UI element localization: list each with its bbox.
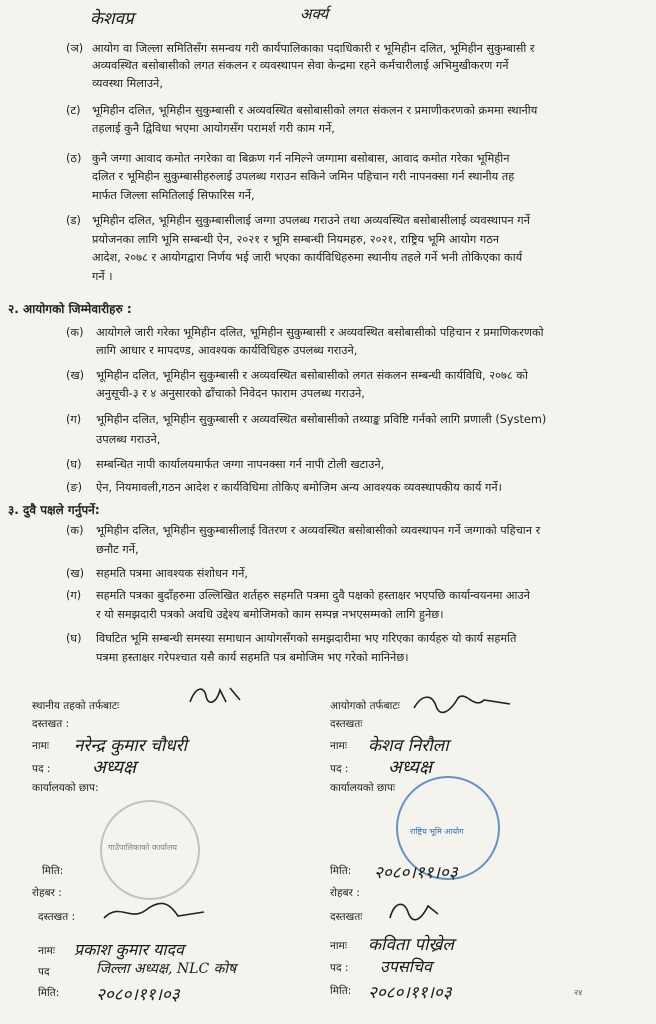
list-item-line: सहमति पत्रमा आवश्यक संशोधन गर्ने,: [96, 567, 248, 580]
left-witness-name-handwritten: प्रकाश कुमार यादव: [74, 940, 184, 959]
list-marker: (ग): [66, 589, 82, 602]
left-post-handwritten: अध्यक्ष: [92, 757, 136, 778]
right-witness-date-handwritten: २०८०।११।०३: [368, 983, 452, 1003]
right-post-handwritten: अध्यक्ष: [388, 757, 432, 778]
list-marker: (ख): [66, 567, 85, 580]
right-seal-text: राष्ट्रिय भूमि आयोग: [410, 827, 464, 836]
right-name-handwritten: केशव निरौला: [368, 736, 449, 756]
list-marker: (ठ): [66, 152, 82, 165]
left-signature-label: दस्तखत :: [32, 718, 70, 730]
list-marker: (ञ): [66, 42, 84, 55]
right-date-handwritten: २०८०।११।०३: [374, 863, 458, 883]
left-witness-date-label: मिति:: [38, 987, 60, 999]
right-witness-label: रोहबर :: [330, 887, 360, 899]
left-witness-label: रोहबर :: [32, 887, 62, 899]
list-item-line: अव्यवस्थित बसोबासीको लगत संकलन र व्यवस्थापन सेवा केन्द्रमा रहने कर्मचारीलाई अभिमुखीकरण गर्ने: [92, 59, 509, 72]
left-seal-text: गाउँपालिकाको कार्यालय: [108, 843, 178, 852]
right-party-title: आयोगको तर्फबाटः: [330, 700, 400, 712]
section-heading: २. आयोगको जिम्मेवारीहरु :: [8, 302, 132, 316]
right-signature-label: दस्तखतः: [330, 718, 363, 730]
list-item-line: र यो समझदारी पत्रको अवधि उद्देश्य बमोजिमको काम सम्पन्न नभएसम्मको लागि हुनेछ।: [96, 608, 444, 621]
list-marker: (ङ): [66, 481, 83, 494]
left-name-handwritten: नरेन्द्र कुमार चौधरी: [74, 736, 188, 756]
right-seal-label: कार्यालयको छापः: [330, 782, 396, 794]
list-marker: (ड): [66, 214, 81, 227]
left-witness-date-handwritten: २०८०।११।०३: [96, 985, 180, 1005]
left-party-title: स्थानीय तहको तर्फबाटः: [32, 700, 120, 712]
list-marker: (ट): [66, 104, 81, 117]
list-marker: (क): [66, 326, 84, 339]
list-item-line: भूमिहीन दलित, भूमिहीन सुकुम्बासीलाई वितरण र अव्यवस्थित बसोबासीको व्यवस्थापन गर्ने जग्गाको पहिचान र: [96, 524, 541, 537]
left-name-label: नामः: [32, 740, 49, 752]
list-item-line: आयोग वा जिल्ला समितिसँग समन्वय गरी कार्यपालिकाका पदाधिकारी र भूमिहीन दलित, भूमिहीन सुकुम्बासी र: [92, 42, 535, 55]
right-witness-name-handwritten: कविता पोख्रेल: [368, 935, 454, 955]
header-scribble-right: अर्क्य: [300, 5, 329, 23]
list-marker: (घ): [66, 458, 82, 471]
left-witness-signature: [100, 900, 210, 926]
right-post-label: पद :: [330, 763, 349, 775]
right-signature: [410, 688, 520, 716]
left-date-label: मिति:: [42, 865, 64, 877]
list-item-line: ऐन, नियमावली,गठन आदेश र कार्यविधिमा तोकिए बमोजिम अन्य आवश्यक व्यवस्थापकीय कार्य गर्ने।: [96, 481, 502, 494]
list-item-line: भूमिहीन दलित, भूमिहीन सुकुम्बासीलाई जग्गा उपलब्ध गराउने तथा अव्यवस्थित बसोबासीलाई व्यवस्थापन गर्ने: [92, 214, 530, 227]
left-seal-label: कार्यालयको छाप:: [32, 782, 99, 794]
page-number: २४: [574, 988, 583, 997]
list-item-line: प्रयोजनका लागि भूमि सम्बन्धी ऐन, २०२१ र भूमि सम्बन्धी नियमहरु, २०२१, राष्ट्रिय भूमि आयोग गठन: [92, 233, 500, 246]
list-item-line: भूमिहीन दलित, भूमिहीन सुकुम्बासी र अव्यवस्थित बसोबासीको लगत संकलन र प्रमाणीकरणको क्रममा स्थानीय: [92, 104, 538, 117]
left-witness-name-label: नामः: [38, 945, 55, 957]
right-date-label: मिति:: [330, 865, 352, 877]
list-item-line: सहमति पत्रका बुदाँहरुमा उल्लिखित शर्तहरु सहमति पत्रमा दुवै पक्षको हस्ताक्षर भएपछि कार्यान्वयनमा आउने: [96, 589, 530, 602]
list-item-line: भूमिहीन दलित, भूमिहीन सुकुम्बासी र अव्यवस्थित बसोबासीको तथ्याङ्क प्रविष्टि गर्नको लागि प्रणाली (System): [96, 413, 547, 426]
list-item-line: व्यवस्था मिलाउने,: [92, 77, 163, 90]
list-item-line: गर्ने ।: [92, 270, 113, 283]
left-post-label: पद :: [32, 763, 51, 775]
list-item-line: लागि आधार र मापदण्ड, आवश्यक कार्यविधिहरु उपलब्ध गराउने,: [96, 344, 358, 357]
list-item-line: अनुसूची-३ र ४ अनुसारको ढाँचाको निवेदन फाराम उपलब्ध गराउने,: [96, 387, 365, 400]
list-item-line: दलित र भूमिहीन सुकुम्बासीहरुलाई उपलब्ध गराउन सकिने जमिन पहिचान गरी नापनक्सा गर्न स्थानीय तह: [92, 170, 515, 183]
left-initial-scribble: [186, 682, 246, 708]
list-item-line: छनौट गर्ने,: [96, 543, 139, 556]
right-witness-date-label: मिति:: [330, 985, 352, 997]
list-item-line: आदेश, २०७८ र आयोगद्वारा निर्णय भई जारी भएका कार्यविधिहरुमा स्थानीय तहले गर्ने भनी तोकिएका कार्य: [92, 251, 523, 264]
header-scribble-left: केशवप्र: [90, 9, 134, 29]
right-witness-post-label: पद :: [330, 962, 349, 974]
right-witness-post-handwritten: उपसचिव: [380, 957, 432, 976]
right-witness-sign-label: दस्तखतः: [330, 911, 363, 923]
left-witness-post-label: पद: [38, 966, 50, 978]
list-marker: (ग): [66, 413, 82, 426]
left-witness-sign-label: दस्तखत :: [38, 911, 76, 923]
list-item-line: मार्फत जिल्ला समितिलाई सिफारिस गर्ने,: [92, 189, 255, 202]
right-witness-name-label: नामः: [330, 940, 347, 952]
list-marker: (क): [66, 524, 84, 537]
right-witness-signature: [384, 896, 444, 926]
list-marker: (घ): [66, 632, 82, 645]
list-item-line: भूमिहीन दलित, भूमिहीन सुकुम्बासी र अव्यवस्थित बसोबासीको लगत संकलन सम्बन्धी कार्यविधि, २०७८ को: [96, 369, 528, 382]
list-item-line: पत्रमा हस्ताक्षर गरेपश्चात यसै कार्य सहमति पत्र बमोजिम भए गरेको मानिनेछ।: [96, 651, 409, 664]
list-item-line: आयोगले जारी गरेका भूमिहीन दलित, भूमिहीन सुकुम्बासी र अव्यवस्थित बसोबासीको पहिचान र प्रमाणिकरणको: [96, 326, 544, 339]
list-item-line: विघटित भूमि सम्बन्धी समस्या समाधान आयोगसँगको समझदारीमा भए गरिएका कार्यहरु यो कार्य सहमति: [96, 632, 517, 645]
section-heading: ३. दुवै पक्षले गर्नुपर्ने:: [8, 503, 100, 517]
list-marker: (ख): [66, 369, 85, 382]
left-witness-post-handwritten: जिल्ला अध्यक्ष, NLC कोष: [96, 961, 237, 977]
list-item-line: कुनै जग्गा आवाद कमोत नगरेका वा बिक्रण गर्न नमिल्ने जग्गामा बसोबास, आवाद कमोत गरेका भूमिहीन: [92, 152, 510, 165]
list-item-line: उपलब्ध गराउने,: [96, 433, 161, 446]
right-name-label: नामः: [330, 740, 347, 752]
list-item-line: सम्बन्धित नापी कार्यालयमार्फत जग्गा नापनक्सा गर्न नापी टोली खटाउने,: [96, 458, 385, 471]
list-item-line: तहलाई कुनै द्विविधा भएमा आयोगसँग परामर्श गरी काम गर्ने,: [92, 122, 335, 135]
